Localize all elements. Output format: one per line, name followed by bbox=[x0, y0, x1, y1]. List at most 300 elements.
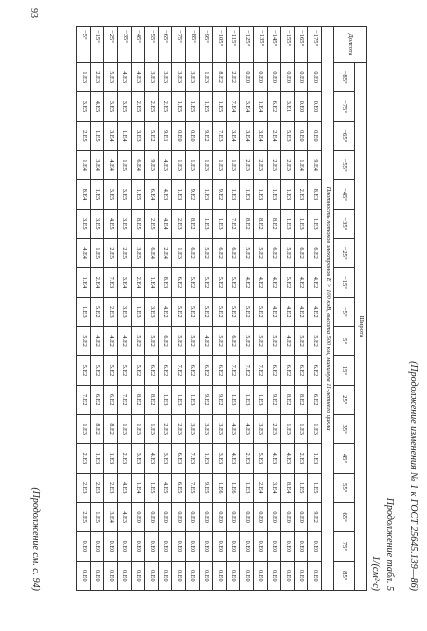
flux-value-cell: 1.E3 bbox=[240, 180, 254, 209]
flux-value-cell: 1.E3 bbox=[294, 209, 308, 238]
flux-value-cell: 1.E3 bbox=[186, 385, 200, 414]
latitude-column-header: −85° bbox=[334, 63, 355, 92]
longitude-cell: −125° bbox=[240, 27, 254, 63]
flux-value-cell: 1.E4 bbox=[254, 92, 268, 121]
flux-value-cell: 1.E3 bbox=[308, 444, 322, 473]
flux-table bbox=[76, 26, 367, 591]
flux-value-cell: 1.E3 bbox=[226, 180, 240, 209]
flux-value-cell: 9.E2 bbox=[213, 180, 227, 209]
flux-value-cell: 0.E0 bbox=[294, 63, 308, 92]
table-row bbox=[213, 27, 227, 591]
flux-value-cell: 4.E2 bbox=[199, 326, 213, 355]
flux-value-cell: 5.E2 bbox=[254, 326, 268, 355]
flux-value-cell: 6.E2 bbox=[158, 356, 172, 385]
flux-value-cell: 4.E2 bbox=[240, 268, 254, 297]
latitude-column-header: 35° bbox=[334, 414, 355, 443]
longitude-cell: −175° bbox=[308, 27, 322, 63]
flux-value-cell: 2.E3 bbox=[90, 63, 104, 92]
flux-value-cell: 4.E3 bbox=[118, 473, 132, 502]
flux-value-cell: 0.E0 bbox=[254, 63, 268, 92]
longitude-cell: −25° bbox=[104, 27, 118, 63]
flux-value-cell: 0.E0 bbox=[145, 561, 159, 590]
flux-value-cell: 0.E0 bbox=[90, 532, 104, 561]
flux-value-cell: 0.E0 bbox=[254, 561, 268, 590]
flux-value-cell: 0.E0 bbox=[172, 502, 186, 531]
flux-value-cell: 2.E5 bbox=[145, 92, 159, 121]
flux-value-cell: 1.E3 bbox=[172, 180, 186, 209]
flux-value-cell: 1.E4 bbox=[118, 121, 132, 150]
flux-value-cell: 3.E5 bbox=[104, 92, 118, 121]
flux-value-cell: 6.E2 bbox=[186, 238, 200, 267]
longitude-cell: −115° bbox=[226, 27, 240, 63]
flux-value-cell: 4.E3 bbox=[226, 414, 240, 443]
flux-value-cell: 9.E2 bbox=[267, 385, 281, 414]
flux-value-cell: 2.E4 bbox=[131, 268, 145, 297]
flux-value-cell: 0.E0 bbox=[172, 532, 186, 561]
flux-value-cell: 9.E3 bbox=[145, 150, 159, 179]
flux-value-cell: 0.E0 bbox=[186, 121, 200, 150]
flux-value-cell: 1.E5 bbox=[131, 180, 145, 209]
flux-value-cell: 8.E2 bbox=[186, 209, 200, 238]
flux-value-cell: 8.E2 bbox=[267, 209, 281, 238]
flux-value-cell: 0.E0 bbox=[308, 121, 322, 150]
flux-value-cell: 1.E3 bbox=[186, 150, 200, 179]
flux-value-cell: 0.E0 bbox=[240, 63, 254, 92]
flux-value-cell: 0.E0 bbox=[267, 561, 281, 590]
flux-value-cell: 5.E2 bbox=[77, 326, 91, 355]
flux-value-cell: 5.E2 bbox=[90, 356, 104, 385]
flux-value-cell: 3.E5 bbox=[77, 209, 91, 238]
flux-value-cell: 6.E2 bbox=[186, 356, 200, 385]
table-row bbox=[131, 27, 145, 591]
flux-value-cell: 7.E2 bbox=[226, 209, 240, 238]
flux-value-cell: 5.E2 bbox=[145, 121, 159, 150]
flux-value-cell: 0.E0 bbox=[294, 561, 308, 590]
table-row bbox=[90, 27, 104, 591]
flux-value-cell: 4.E3 bbox=[158, 150, 172, 179]
flux-value-cell: 4.E2 bbox=[267, 297, 281, 326]
flux-value-cell: 1.E3 bbox=[199, 444, 213, 473]
flux-value-cell: 5.E2 bbox=[226, 268, 240, 297]
flux-value-cell: 5.E2 bbox=[172, 297, 186, 326]
flux-value-cell: 0.E0 bbox=[158, 532, 172, 561]
flux-value-cell: 1.E3 bbox=[213, 209, 227, 238]
flux-value-cell: 1.E3 bbox=[77, 414, 91, 443]
latitude-column-header: −15° bbox=[334, 268, 355, 297]
flux-value-cell: 0.E0 bbox=[77, 561, 91, 590]
flux-value-cell: 5.E2 bbox=[104, 356, 118, 385]
flux-value-cell: 1.E4 bbox=[131, 473, 145, 502]
flux-value-cell: 7.E2 bbox=[254, 356, 268, 385]
flux-value-cell: 3.E3 bbox=[199, 414, 213, 443]
flux-value-cell: 4.E2 bbox=[267, 268, 281, 297]
flux-value-cell: 1.E3 bbox=[254, 180, 268, 209]
flux-value-cell: 7.E3 bbox=[104, 268, 118, 297]
flux-value-cell: 1.E3 bbox=[131, 414, 145, 443]
flux-value-cell: 5.E2 bbox=[131, 326, 145, 355]
flux-value-cell: 1.E3 bbox=[281, 180, 295, 209]
flux-value-cell: 6.E2 bbox=[172, 268, 186, 297]
flux-value-cell: 6.E2 bbox=[158, 326, 172, 355]
flux-value-cell: 9.E2 bbox=[186, 180, 200, 209]
flux-value-cell: 6.E4 bbox=[145, 180, 159, 209]
flux-value-cell: 0.E0 bbox=[308, 561, 322, 590]
flux-value-cell: 2.E3 bbox=[172, 414, 186, 443]
flux-value-cell: 7.E4 bbox=[226, 92, 240, 121]
flux-value-cell: 0.E0 bbox=[172, 561, 186, 590]
flux-value-cell: 2.E2 bbox=[226, 63, 240, 92]
flux-value-cell: 1.E3 bbox=[77, 297, 91, 326]
flux-value-cell: 2.E5 bbox=[77, 121, 91, 150]
flux-value-cell: 2.E5 bbox=[145, 209, 159, 238]
latitude-column-header: 15° bbox=[334, 356, 355, 385]
flux-value-cell: 5.E2 bbox=[90, 297, 104, 326]
flux-value-cell: 4.E2 bbox=[281, 297, 295, 326]
flux-value-cell: 3.E3 bbox=[118, 297, 132, 326]
longitude-cell: −145° bbox=[267, 27, 281, 63]
flux-value-cell: 9.E1 bbox=[158, 121, 172, 150]
flux-value-cell: 3.E3 bbox=[213, 414, 227, 443]
flux-value-cell: 2.E3 bbox=[281, 150, 295, 179]
longitude-cell: −165° bbox=[294, 27, 308, 63]
flux-value-cell: 8.E2 bbox=[294, 385, 308, 414]
table-row bbox=[294, 27, 308, 591]
flux-value-cell: 5.E2 bbox=[267, 326, 281, 355]
table-row bbox=[240, 27, 254, 591]
flux-value-cell: 6.E2 bbox=[308, 238, 322, 267]
flux-value-cell: 1.E3 bbox=[172, 150, 186, 179]
flux-value-cell: 6.E2 bbox=[308, 385, 322, 414]
flux-value-cell: 7.E2 bbox=[240, 356, 254, 385]
longitude-cell: −135° bbox=[254, 27, 268, 63]
flux-value-cell: 3.E4 bbox=[267, 473, 281, 502]
flux-value-cell: 4.E2 bbox=[308, 297, 322, 326]
flux-value-cell: 4.E2 bbox=[308, 268, 322, 297]
table-row bbox=[145, 27, 159, 591]
flux-value-cell: 5.E2 bbox=[281, 238, 295, 267]
flux-value-cell: 0.E0 bbox=[254, 532, 268, 561]
latitude-column-header: −35° bbox=[334, 209, 355, 238]
flux-value-cell: 3.E3 bbox=[145, 297, 159, 326]
flux-value-cell: 1.E3 bbox=[104, 444, 118, 473]
flux-value-cell: 8.E4 bbox=[281, 473, 295, 502]
flux-value-cell: 1.E3 bbox=[172, 385, 186, 414]
flux-value-cell: 1.E3 bbox=[226, 150, 240, 179]
flux-value-cell: 1.E5 bbox=[186, 92, 200, 121]
flux-value-cell: 5.E2 bbox=[240, 326, 254, 355]
flux-value-cell: 3.E5 bbox=[118, 180, 132, 209]
longitude-cell: −155° bbox=[281, 27, 295, 63]
latitude-column-header: −65° bbox=[334, 121, 355, 150]
flux-value-cell: 3.E3 bbox=[158, 63, 172, 92]
flux-value-cell: 0.E0 bbox=[118, 532, 132, 561]
flux-value-cell: 0.E0 bbox=[131, 502, 145, 531]
flux-value-cell: 1.E3 bbox=[308, 209, 322, 238]
flux-value-cell: 0.E0 bbox=[158, 502, 172, 531]
flux-value-cell: 1.E3 bbox=[199, 209, 213, 238]
flux-value-cell: 4.E4 bbox=[77, 238, 91, 267]
flux-value-cell: 1.E3 bbox=[131, 297, 145, 326]
flux-value-cell: 3.E3 bbox=[172, 63, 186, 92]
flux-value-cell: 1.E3 bbox=[199, 180, 213, 209]
flux-value-cell: 1.E5 bbox=[308, 473, 322, 502]
longitude-cell: −35° bbox=[118, 27, 132, 63]
flux-value-cell: 0.E0 bbox=[240, 532, 254, 561]
flux-value-cell: 4.E4 bbox=[104, 150, 118, 179]
flux-value-cell: 1.E3 bbox=[267, 180, 281, 209]
flux-value-cell: 5.E2 bbox=[186, 326, 200, 355]
flux-value-cell: 5.E2 bbox=[172, 326, 186, 355]
flux-value-cell: 1.E3 bbox=[213, 150, 227, 179]
flux-value-cell: 4.E2 bbox=[281, 326, 295, 355]
longitude-cell: −55° bbox=[145, 27, 159, 63]
flux-value-cell: 5.E2 bbox=[145, 326, 159, 355]
latitude-column-header: −45° bbox=[334, 180, 355, 209]
flux-value-cell: 6.E2 bbox=[281, 356, 295, 385]
flux-value-cell: 3.E4 bbox=[118, 268, 132, 297]
flux-value-cell: 4.E3 bbox=[145, 444, 159, 473]
table-row bbox=[186, 27, 200, 591]
table-body bbox=[77, 27, 334, 591]
flux-value-cell: 4.E3 bbox=[281, 444, 295, 473]
flux-value-cell: 2.E3 bbox=[267, 150, 281, 179]
flux-value-cell: 3.E5 bbox=[118, 92, 132, 121]
table-row bbox=[172, 27, 186, 591]
flux-value-cell: 0.E0 bbox=[77, 532, 91, 561]
flux-value-cell: 6.E2 bbox=[267, 92, 281, 121]
longitude-cell: −65° bbox=[158, 27, 172, 63]
latitude-column-header: 5° bbox=[334, 326, 355, 355]
flux-value-cell: 6.E2 bbox=[104, 385, 118, 414]
flux-value-cell: 6.E5 bbox=[172, 473, 186, 502]
flux-value-cell: 3.E3 bbox=[131, 444, 145, 473]
flux-value-cell: 1.E3 bbox=[77, 63, 91, 92]
flux-value-cell: 4.E5 bbox=[104, 209, 118, 238]
flux-value-cell: 4.E5 bbox=[90, 92, 104, 121]
flux-value-cell: 5.E2 bbox=[294, 326, 308, 355]
flux-value-cell: 7.E2 bbox=[226, 356, 240, 385]
flux-value-cell: 5.E2 bbox=[131, 356, 145, 385]
latitude-group-header: Широта bbox=[355, 63, 367, 591]
flux-value-cell: 2.E5 bbox=[131, 92, 145, 121]
table-row bbox=[281, 27, 295, 591]
flux-value-cell: 0.E0 bbox=[118, 561, 132, 590]
flux-value-cell: 0.E0 bbox=[294, 502, 308, 531]
flux-value-cell: 1.E3 bbox=[199, 63, 213, 92]
latitude-column-header: 65° bbox=[334, 502, 355, 531]
flux-value-cell: 6.E2 bbox=[213, 238, 227, 267]
flux-value-cell: 6.E3 bbox=[172, 444, 186, 473]
flux-value-cell: 0.E0 bbox=[294, 121, 308, 150]
flux-value-cell: 1.E5 bbox=[199, 92, 213, 121]
flux-value-cell: 0.E0 bbox=[308, 63, 322, 92]
flux-value-cell: 3.E3 bbox=[186, 63, 200, 92]
flux-value-cell: 0.E0 bbox=[226, 532, 240, 561]
flux-value-cell: 2.E4 bbox=[254, 473, 268, 502]
flux-value-cell: 2.E5 bbox=[158, 92, 172, 121]
flux-value-cell: 0.E0 bbox=[186, 561, 200, 590]
table-continuation-label: Продолжение табл. 5 bbox=[384, 497, 395, 591]
flux-value-cell: 4.E3 bbox=[240, 414, 254, 443]
flux-value-cell: 6.E2 bbox=[90, 385, 104, 414]
flux-value-cell: 3.E3 bbox=[186, 414, 200, 443]
latitude-column-header: 85° bbox=[334, 561, 355, 590]
flux-value-cell: 1.E3 bbox=[240, 385, 254, 414]
flux-value-cell: 3.E4 bbox=[226, 121, 240, 150]
flux-value-cell: 1.E3 bbox=[118, 414, 132, 443]
flux-value-cell: 2.E3 bbox=[294, 180, 308, 209]
flux-value-cell: 0.E0 bbox=[294, 92, 308, 121]
flux-value-cell: 2.E3 bbox=[172, 209, 186, 238]
flux-value-cell: 0.E0 bbox=[172, 121, 186, 150]
flux-value-cell: 1.E5 bbox=[118, 150, 132, 179]
flux-value-cell: 6.E2 bbox=[213, 356, 227, 385]
flux-value-cell: 5.E3 bbox=[104, 63, 118, 92]
flux-value-cell: 2.E3 bbox=[240, 444, 254, 473]
flux-value-cell: 5.E2 bbox=[281, 268, 295, 297]
table-row bbox=[267, 27, 281, 591]
flux-value-cell: 5.E2 bbox=[186, 297, 200, 326]
flux-value-cell: 1.E3 bbox=[240, 473, 254, 502]
flux-value-cell: 7.E5 bbox=[186, 473, 200, 502]
flux-value-cell: 3.E4 bbox=[104, 121, 118, 150]
flux-value-cell: 4.E3 bbox=[118, 63, 132, 92]
latitude-column-header: 75° bbox=[334, 532, 355, 561]
table-row bbox=[158, 27, 172, 591]
flux-value-cell: 2.E3 bbox=[77, 444, 91, 473]
flux-value-cell: 8.E3 bbox=[308, 180, 322, 209]
flux-value-cell: 0.E0 bbox=[226, 561, 240, 590]
flux-value-cell: 5.E2 bbox=[213, 268, 227, 297]
flux-value-cell: 5.E2 bbox=[254, 238, 268, 267]
flux-value-cell: 5.E2 bbox=[199, 238, 213, 267]
flux-value-cell: 0.E0 bbox=[226, 502, 240, 531]
flux-value-cell: 1.E6 bbox=[213, 473, 227, 502]
flux-value-cell: 6.E2 bbox=[199, 356, 213, 385]
longitude-cell: −5° bbox=[77, 27, 91, 63]
flux-value-cell: 0.E0 bbox=[213, 532, 227, 561]
flux-value-cell: 0.E0 bbox=[281, 63, 295, 92]
flux-value-cell: 3.E4 bbox=[104, 502, 118, 531]
flux-value-cell: 6.E4 bbox=[131, 150, 145, 179]
flux-value-cell: 9.E2 bbox=[213, 385, 227, 414]
flux-value-cell: 3.E3 bbox=[145, 63, 159, 92]
flux-value-cell: 3.E3 bbox=[213, 444, 227, 473]
flux-value-cell: 0.E0 bbox=[267, 502, 281, 531]
flux-value-cell: 9.E2 bbox=[308, 502, 322, 531]
flux-value-cell: 4.E2 bbox=[158, 297, 172, 326]
latitude-column-header: −75° bbox=[334, 92, 355, 121]
flux-value-cell: 8.E4 bbox=[77, 180, 91, 209]
flux-value-cell: 3.E4 bbox=[240, 92, 254, 121]
flux-value-cell: 8.E2 bbox=[90, 414, 104, 443]
flux-value-cell: 0.E0 bbox=[145, 502, 159, 531]
document-header: (Продолжение изменения № 1 к ГОСТ 25645.139—86) bbox=[408, 361, 419, 591]
flux-value-cell: 0.E0 bbox=[240, 561, 254, 590]
flux-value-cell: 6.E2 bbox=[267, 356, 281, 385]
flux-value-cell: 9.E2 bbox=[199, 385, 213, 414]
flux-value-cell: 0.E0 bbox=[267, 63, 281, 92]
flux-value-cell: 3.E3 bbox=[254, 414, 268, 443]
flux-value-cell: 2.E3 bbox=[254, 150, 268, 179]
latitude-column-header-row bbox=[334, 27, 355, 591]
flux-value-cell: 2.E4 bbox=[158, 238, 172, 267]
flux-value-cell: 5.E2 bbox=[213, 297, 227, 326]
flux-value-cell: 0.E0 bbox=[281, 502, 295, 531]
flux-value-cell: 5.E3 bbox=[281, 121, 295, 150]
flux-value-cell: 8.E2 bbox=[104, 414, 118, 443]
table-subheader: Плотность потоков электронов Е > 100 кэВ, высота 500 км, минимум 11-летнего цикла bbox=[322, 27, 334, 591]
flux-value-cell: 5.E2 bbox=[240, 238, 254, 267]
flux-value-cell: 1.E3 bbox=[158, 385, 172, 414]
flux-value-cell: 7.E2 bbox=[172, 356, 186, 385]
flux-value-cell: 1.E3 bbox=[294, 414, 308, 443]
flux-value-cell: 9.E2 bbox=[199, 121, 213, 150]
flux-value-cell: 5.E2 bbox=[118, 356, 132, 385]
page-number: 93 bbox=[28, 8, 39, 18]
flux-value-cell: 3.E4 bbox=[254, 121, 268, 150]
flux-value-cell: 3.E4 bbox=[240, 121, 254, 150]
flux-value-cell: 1.E3 bbox=[90, 444, 104, 473]
flux-value-cell: 4.E3 bbox=[158, 180, 172, 209]
flux-value-cell: 1.E3 bbox=[254, 385, 268, 414]
flux-value-cell: 5.E2 bbox=[226, 297, 240, 326]
flux-value-cell: 8.E2 bbox=[131, 385, 145, 414]
flux-value-cell: 2.E5 bbox=[104, 238, 118, 267]
flux-value-cell: 0.E0 bbox=[281, 561, 295, 590]
flux-value-cell: 2.E3 bbox=[294, 444, 308, 473]
table-row bbox=[77, 27, 91, 591]
flux-value-cell: 3.E5 bbox=[118, 209, 132, 238]
units-label: 1/(см²·с) bbox=[370, 555, 381, 591]
flux-value-cell: 8.E5 bbox=[131, 209, 145, 238]
flux-value-cell: 1.E4 bbox=[77, 268, 91, 297]
longitude-cell: −105° bbox=[213, 27, 227, 63]
flux-value-cell: 1.E4 bbox=[145, 268, 159, 297]
flux-value-cell: 5.E2 bbox=[254, 297, 268, 326]
flux-value-cell: 5.E2 bbox=[199, 268, 213, 297]
flux-value-cell: 3.E5 bbox=[77, 92, 91, 121]
flux-value-cell: 7.E3 bbox=[213, 121, 227, 150]
latitude-column-header: −55° bbox=[334, 150, 355, 179]
flux-value-cell: 0.E0 bbox=[294, 532, 308, 561]
flux-value-cell: 4.E2 bbox=[118, 326, 132, 355]
flux-value-cell: 3.E4 bbox=[90, 150, 104, 179]
continuation-note: (Продолжение см. с. 94) bbox=[30, 487, 41, 591]
table-subheader-row bbox=[322, 27, 334, 591]
flux-value-cell: 3.E3 bbox=[158, 444, 172, 473]
flux-value-cell: 0.E0 bbox=[213, 561, 227, 590]
flux-value-cell: 5.E3 bbox=[254, 444, 268, 473]
flux-value-cell: 1.E6 bbox=[226, 473, 240, 502]
flux-value-cell: 8.E2 bbox=[254, 209, 268, 238]
longitude-cell: −85° bbox=[186, 27, 200, 63]
flux-value-cell: 0.E0 bbox=[308, 532, 322, 561]
flux-value-cell: 6.E2 bbox=[294, 356, 308, 385]
latitude-column-header: 45° bbox=[334, 444, 355, 473]
flux-value-cell: 8.E2 bbox=[145, 385, 159, 414]
flux-value-cell: 2.E3 bbox=[104, 473, 118, 502]
flux-value-cell: 4.E5 bbox=[158, 473, 172, 502]
flux-value-cell: 1.E3 bbox=[226, 385, 240, 414]
flux-value-cell: 7.E2 bbox=[77, 385, 91, 414]
flux-value-cell: 2.E5 bbox=[77, 502, 91, 531]
flux-value-cell: 3.E5 bbox=[104, 180, 118, 209]
flux-value-cell: 1.E4 bbox=[77, 150, 91, 179]
flux-value-cell: 2.E3 bbox=[90, 473, 104, 502]
flux-value-cell: 0.E0 bbox=[145, 532, 159, 561]
flux-value-cell: 3.E5 bbox=[131, 238, 145, 267]
